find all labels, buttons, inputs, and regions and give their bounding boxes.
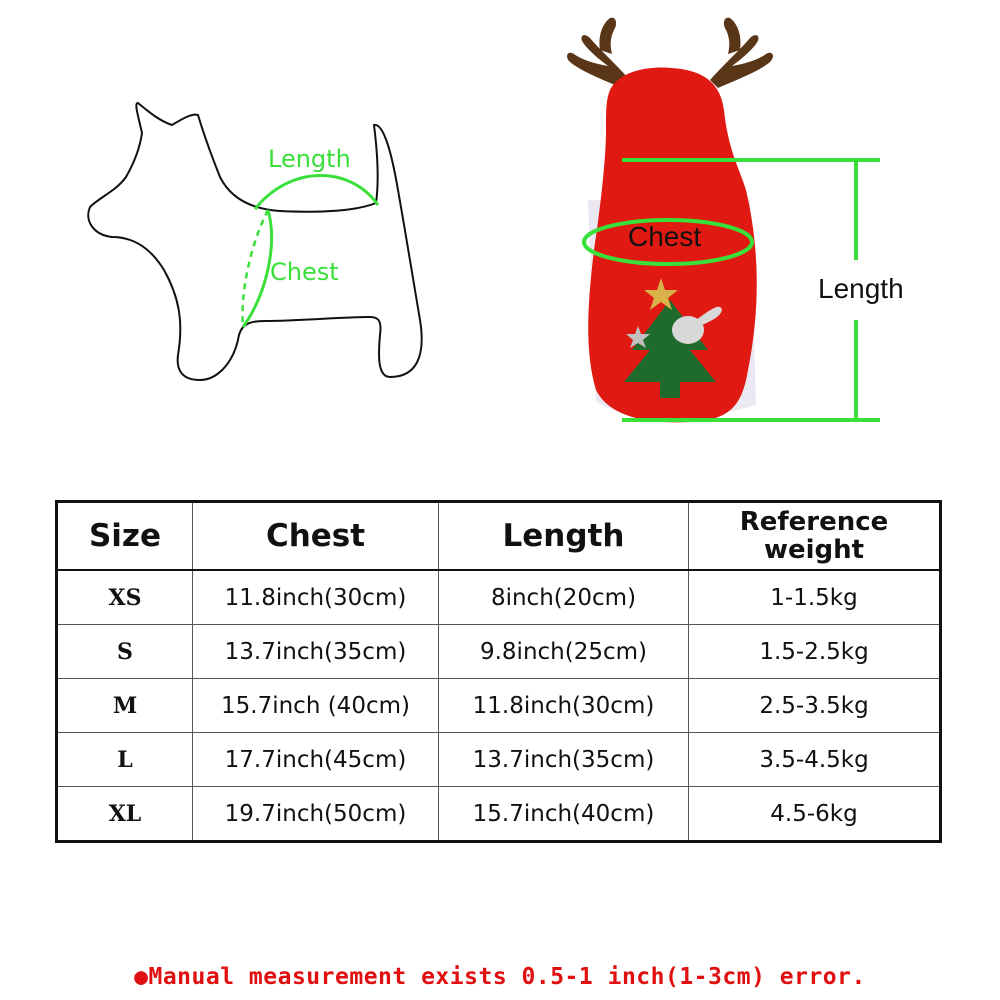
table-row <box>57 625 941 679</box>
length-cell: 8inch(20cm) <box>439 570 689 625</box>
costume-illustration <box>560 10 920 430</box>
weight-cell: 4.5-6kg <box>689 787 941 842</box>
weight-cell: 1-1.5kg <box>689 570 941 625</box>
chest-cell: 15.7inch (40cm) <box>193 679 439 733</box>
diagram-chest-label: Chest <box>270 258 339 286</box>
header-reference-weight <box>689 502 941 571</box>
size-cell: M <box>57 679 193 733</box>
size-chart-table <box>55 500 942 843</box>
length-cell: 15.7inch(40cm) <box>439 787 689 842</box>
length-cell: 9.8inch(25cm) <box>439 625 689 679</box>
header-size: Size <box>57 502 193 571</box>
table-row <box>57 679 941 733</box>
chest-cell: 11.8inch(30cm) <box>193 570 439 625</box>
chest-cell: 17.7inch(45cm) <box>193 733 439 787</box>
weight-cell: 2.5-3.5kg <box>689 679 941 733</box>
costume-chest-label: Chest <box>628 221 702 252</box>
header-weight-line2: weight <box>763 535 865 565</box>
table-row <box>57 733 941 787</box>
size-cell: L <box>57 733 193 787</box>
size-cell: S <box>57 625 193 679</box>
measurement-error-note: ●Manual measurement exists 0.5-1 inch(1-3cm) error. <box>134 964 866 990</box>
header-length: Length <box>439 502 689 571</box>
diagram-length-label: Length <box>268 145 351 173</box>
chest-cell: 13.7inch(35cm) <box>193 625 439 679</box>
right-antler <box>710 18 773 88</box>
table-row <box>57 570 941 625</box>
weight-cell: 3.5-4.5kg <box>689 733 941 787</box>
header-chest: Chest <box>193 502 439 571</box>
size-cell: XL <box>57 787 193 842</box>
header-weight-line1: Reference <box>739 507 889 537</box>
length-cell: 13.7inch(35cm) <box>439 733 689 787</box>
left-antler <box>567 18 630 88</box>
costume-length-label: Length <box>818 273 904 304</box>
chest-cell: 19.7inch(50cm) <box>193 787 439 842</box>
length-cell: 11.8inch(30cm) <box>439 679 689 733</box>
size-cell: XS <box>57 570 193 625</box>
weight-cell: 1.5-2.5kg <box>689 625 941 679</box>
table-row <box>57 787 941 842</box>
length-arc <box>255 175 378 209</box>
table-header-row <box>57 502 941 571</box>
dog-measurement-diagram <box>80 95 440 395</box>
